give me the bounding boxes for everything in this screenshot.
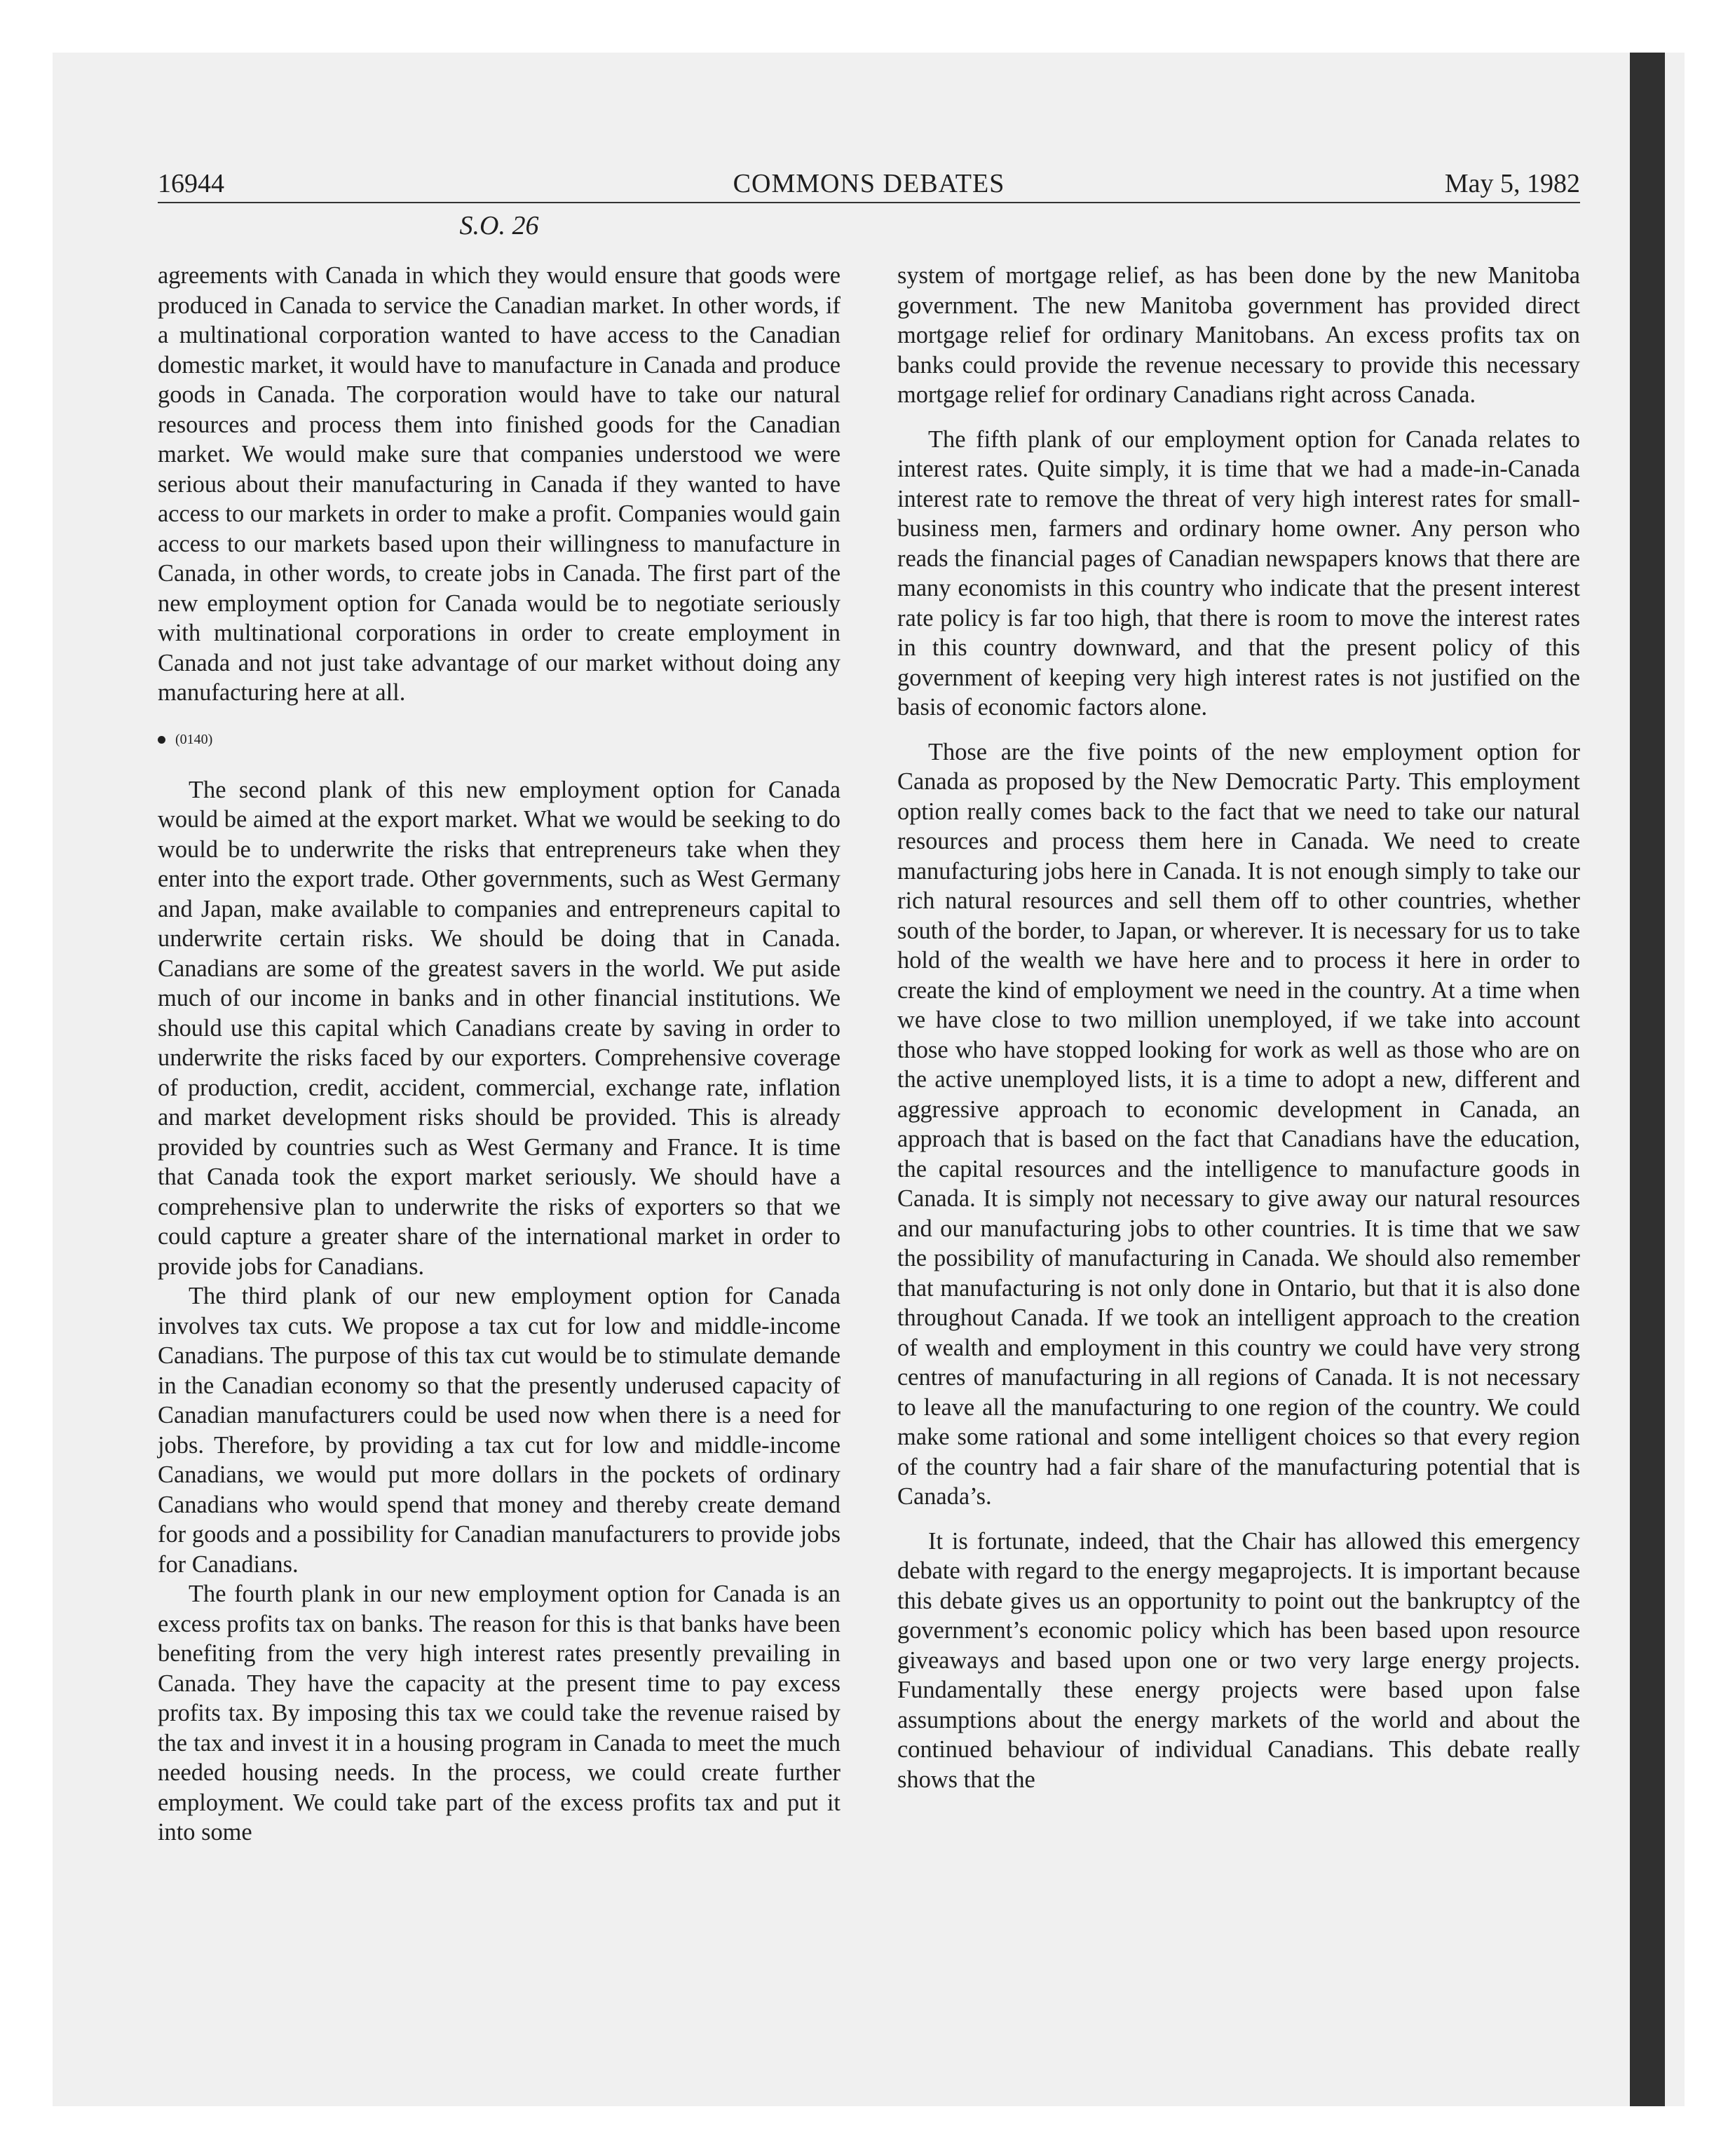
running-header — [158, 168, 1580, 202]
page-number: 16944 — [158, 169, 224, 198]
paragraph: The fourth plank in our new employment option for Canada is an excess profits tax on banks. The reason for this is that banks have been benefiting from the very high interest rates presently prevailing in Canada. They have the capacity at the present time to pay excess profits tax. By imposing this tax we could take the revenue raised by the tax and invest it in a housing program in Canada to meet the much needed housing needs. In the process, we could create further employment. We could take part of the excess profits tax and put it into some — [158, 1581, 841, 1845]
time-marker-text: (0140) — [175, 731, 213, 747]
time-marker — [158, 725, 841, 754]
paragraph: agreements with Canada in which they would ensure that goods were produced in Canada to service the Canadian market. In other words, if a multinational corporation wanted to have access to the Canadian domestic market, it would have to manufacture in Canada and produce goods in Canada. The corporation would have to take our natural resources and process them into finished goods for the Canadian market. We would make sure that companies understood we were serious about their manufacturing in Canada if they wanted to have access to our markets in order to make a profit. Companies would gain access to our markets based upon their willingness to manufacture in Canada, in other words, to create jobs in Canada. The first part of the new employment option for Canada would be to negotiate seriously with multinational corporations in order to create employment in Canada and not just take advantage of our market without doing any manufacturing here at all. — [158, 262, 841, 706]
paragraph: The fifth plank of our employment option for Canada relates to interest rates. Quite simply, it is time that we had a made-in-Canada interest rate to remove the threat of very high interest rates for small-business men, farmers and ordinary home owner. Any person who reads the financial pages of Canadian newspapers knows that there are many economists in this country who indicate that the present interest rate policy is far too high, that there is room to move the interest rates in this country downward, and that the present policy of this government of keeping very high interest rates is not justified on the basis of economic factors alone. — [897, 425, 1580, 721]
header-rule — [158, 202, 1580, 203]
left-column — [158, 261, 841, 1848]
right-column — [897, 261, 1580, 1794]
paragraph: The second plank of this new employment option for Canada would be aimed at the export market. What we would be seeking to do would be to underwrite the risks that entrepreneurs take when they enter into the export trade. Other governments, such as West Germany and Japan, make available to companies and entrepreneurs capital to underwrite certain risks. We should be doing that in Canada. Canadians are some of the greatest savers in the world. We put aside much of our income in banks and in other financial institutions. We should use this capital which Canadians create by saving in order to underwrite the risks faced by our exporters. Comprehensive coverage of production, credit, accident, commercial, exchange rate, inflation and market development risks should be provided. This is already provided by countries such as West Germany and France. It is time that Canada took the export market seriously. We should have a comprehensive plan to underwrite the risks of exporters so that we could capture a greater share of the international market in order to provide jobs for Canadians. — [158, 776, 841, 1280]
publication-title: COMMONS DEBATES — [733, 169, 1005, 198]
scan-binding-edge — [1630, 53, 1665, 2106]
publication-date: May 5, 1982 — [1444, 169, 1580, 198]
paragraph: The third plank of our new employment option for Canada involves tax cuts. We propose a tax cut for low and middle-income Canadians. The purpose of this tax cut would be to stimulate demande in the Canadian economy so that the presently underused capacity of Canadian manufacturers could be used now when there is a need for jobs. Therefore, by providing a tax cut for low and middle-income Canadians, we would put more dollars in the pockets of ordinary Canadians who would spend that money and thereby create demand for goods and a possibility for Canadian manufacturers to provide jobs for Canadians. — [158, 1283, 841, 1578]
bullet-icon — [158, 736, 165, 744]
section-label: S.O. 26 — [459, 211, 539, 240]
paragraph: system of mortgage relief, as has been done by the new Manitoba government. The new Manitoba government has provided direct mortgage relief for ordinary Manitobans. An excess profits tax on banks could provide the revenue necessary to provide this necessary mortgage relief for ordinary Canadians right across Canada. — [897, 262, 1580, 408]
paragraph: It is fortunate, indeed, that the Chair has allowed this emergency debate with regard to the energy megaprojects. It is important because this debate gives us an opportunity to point out the bankruptcy of the government’s economic policy which has been based upon resource giveaways and based upon one or two very large energy projects. Fundamentally these energy projects were based upon false assumptions about the energy markets of the world and about the continued behaviour of individual Canadians. This debate really shows that the — [897, 1527, 1580, 1793]
paragraph: Those are the five points of the new employment option for Canada as proposed by the New Democratic Party. This employment option really comes back to the fact that we need to take our natural resources and process them here in Canada. We need to create manufacturing jobs here in Canada. It is not enough simply to take our rich natural resources and sell them off to other countries, whether south of the border, to Japan, or wherever. It is necessary for us to take hold of the wealth we have here and to process it here in order to create the kind of employment we need in the country. At a time when we have close to two million unemployed, if we take into account those who have stopped looking for work as well as those who are on the active unemployed lists, it is a time to adopt a new, different and aggressive approach to economic development in Canada, an approach that is based on the fact that Canadians have the education, the capital resources and the intelligence to manufacture goods in Canada. It is simply not necessary to give away our natural resources and our manufacturing jobs to other countries. It is time that we saw the possibility of manufacturing in Canada. We should also remember that manufacturing is not only done in Ontario, but that it is also done throughout Canada. If we took an intelligent approach to the creation of wealth and employment in this country we could have very strong centres of manufacturing in all regions of Canada. It is not necessary to leave all the manufacturing to one region of the country. We could make some rational and some intelligent choices so that every region of the country had a fair share of the manufacturing potential that is Canada’s. — [897, 738, 1580, 1510]
